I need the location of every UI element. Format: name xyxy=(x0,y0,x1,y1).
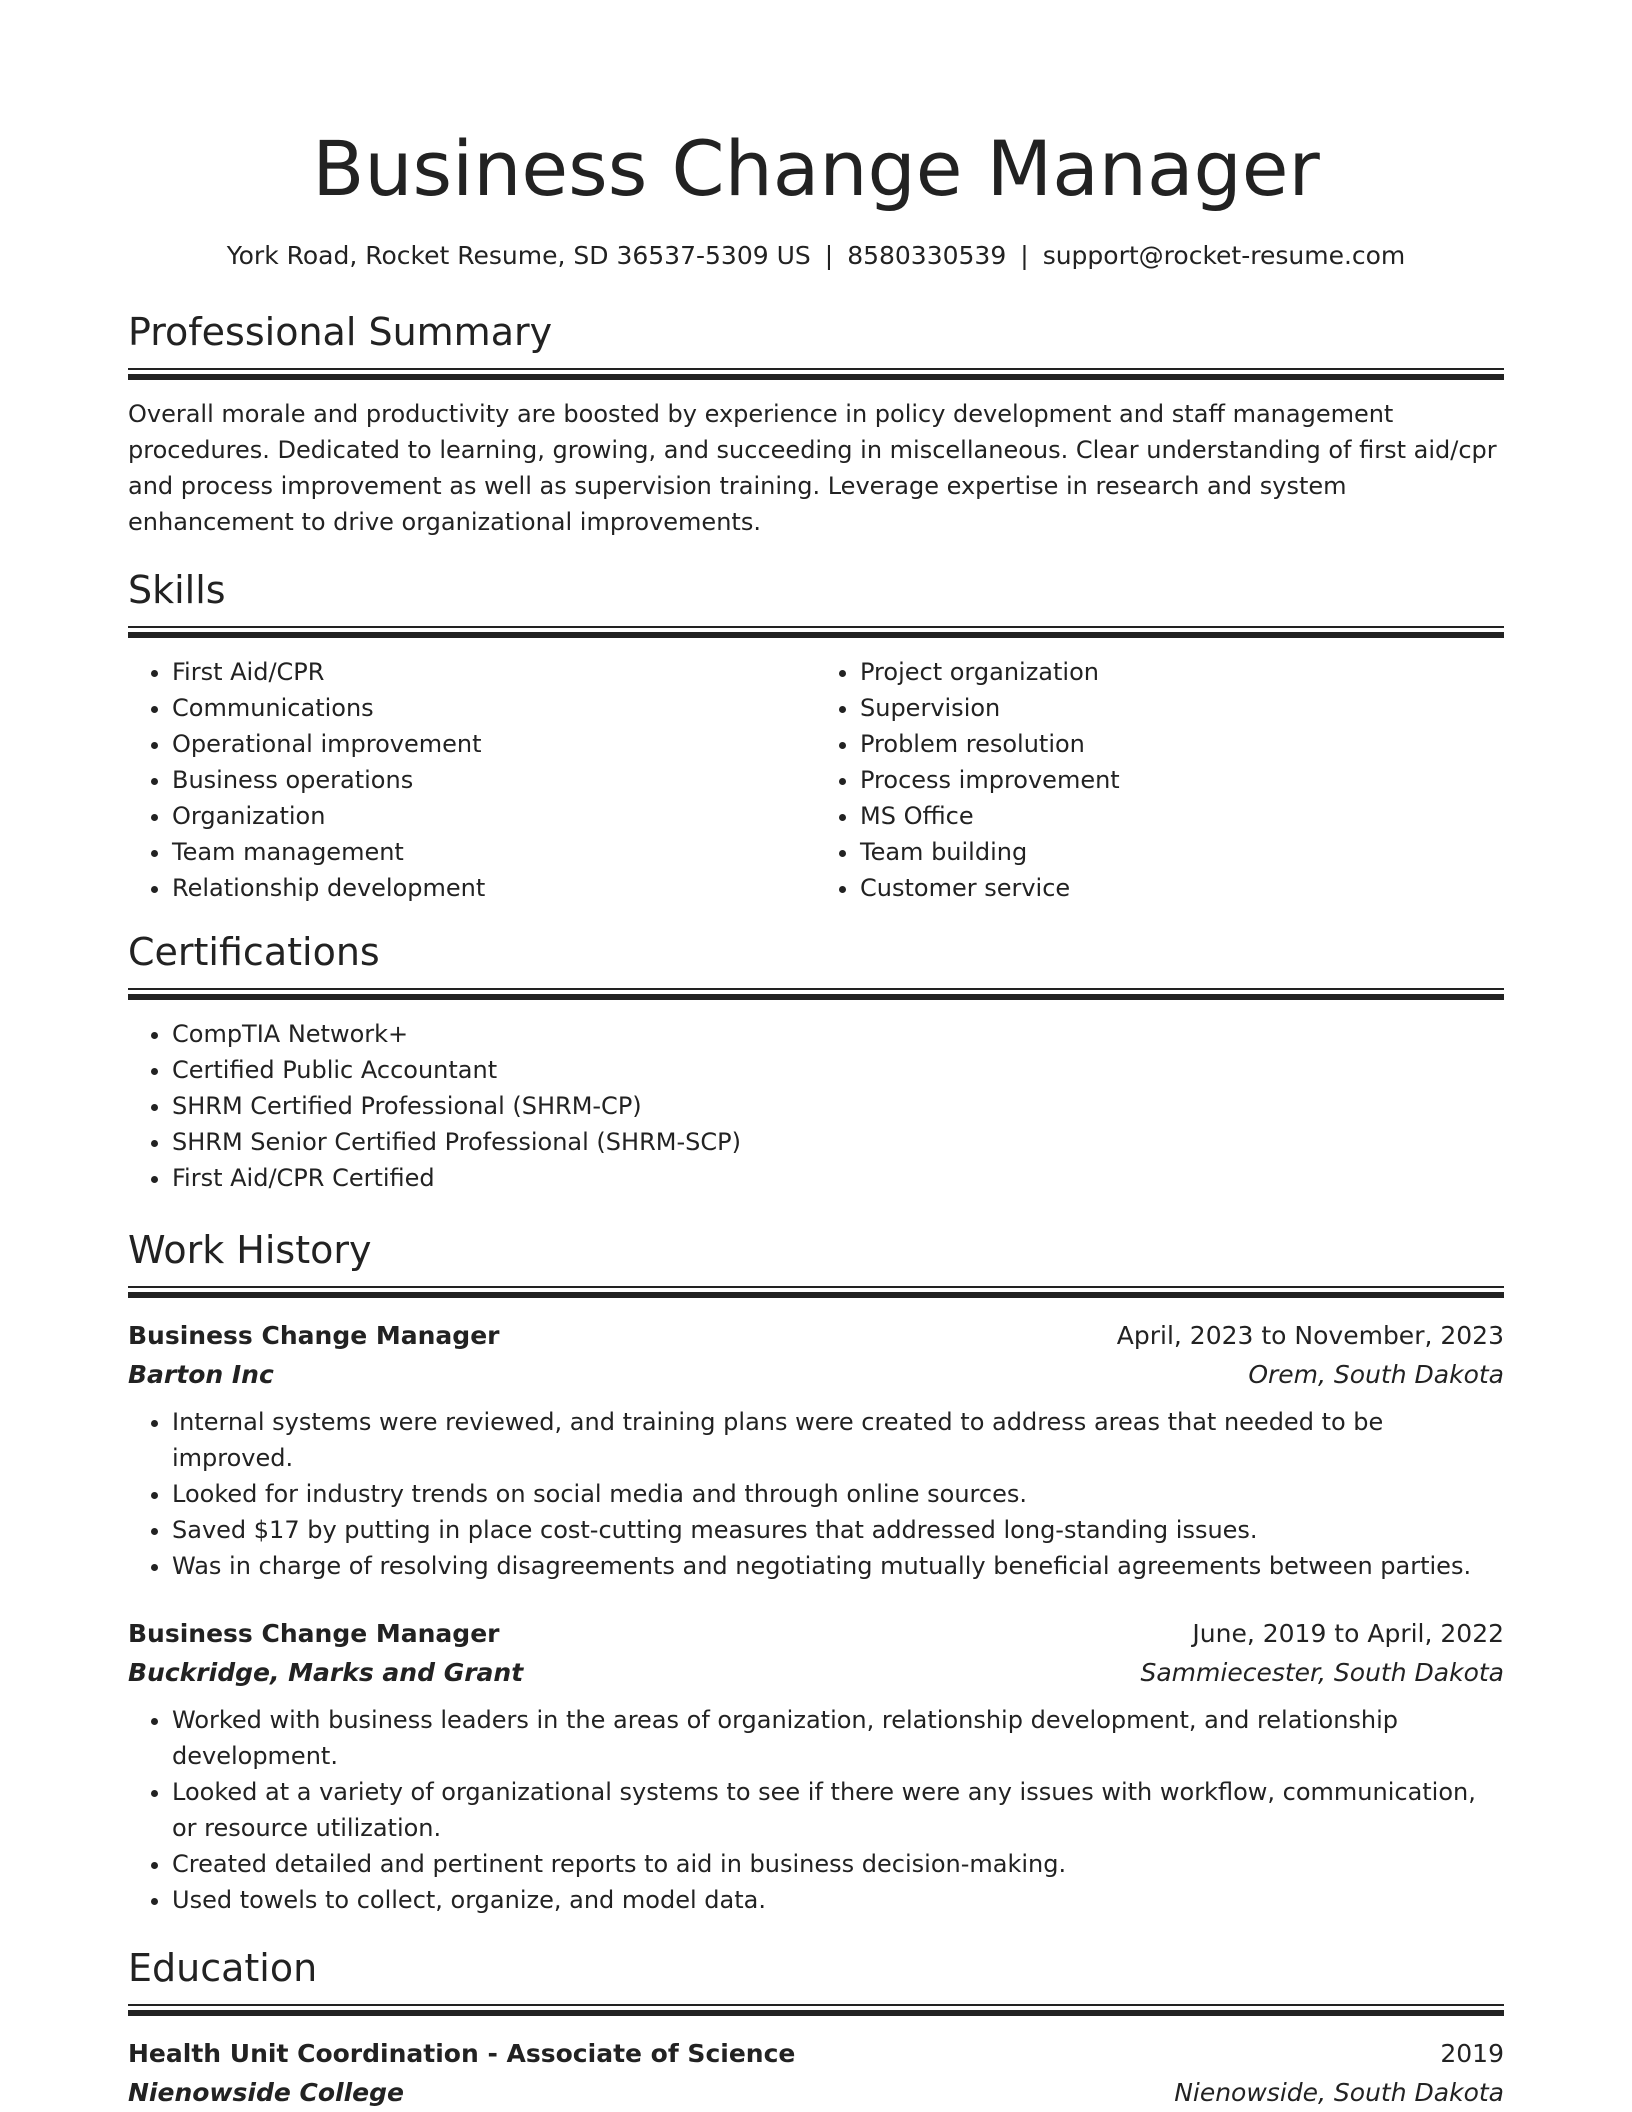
job-location: Orem, South Dakota xyxy=(1248,1360,1504,1389)
section-title-skills: Skills xyxy=(128,568,226,612)
job-header-row xyxy=(128,1614,1504,1653)
job-bullet: • Used towels to collect, organize, and model data. xyxy=(172,1882,1504,1918)
skills-grid xyxy=(128,638,1504,906)
skill-item: • Relationship development xyxy=(172,870,816,906)
skill-item: • Problem resolution xyxy=(860,726,1504,762)
job-dates: June, 2019 to April, 2022 xyxy=(1192,1619,1504,1648)
job-dates: April, 2023 to November, 2023 xyxy=(1116,1321,1504,1350)
job-header-row xyxy=(128,1316,1504,1355)
job-company: Barton Inc xyxy=(128,1360,274,1389)
contact-line xyxy=(128,240,1504,272)
skills-list-right xyxy=(816,654,1504,906)
skill-item: • Supervision xyxy=(860,690,1504,726)
section-divider xyxy=(128,988,1504,1000)
certification-item: • SHRM Certified Professional (SHRM-CP) xyxy=(172,1088,1504,1124)
certification-item: • Certified Public Accountant xyxy=(172,1052,1504,1088)
job-title: Business Change Manager xyxy=(128,1619,500,1648)
skill-item: • Process improvement xyxy=(860,762,1504,798)
job-entry xyxy=(128,1614,1504,1918)
job-entry xyxy=(128,1316,1504,1584)
resume-name: Business Change Manager xyxy=(312,124,1320,213)
work-history-section xyxy=(128,1226,1504,1918)
section-title-summary: Professional Summary xyxy=(128,310,553,354)
skill-item: • Communications xyxy=(172,690,816,726)
education-year: 2019 xyxy=(1440,2039,1504,2068)
job-bullets xyxy=(128,1702,1504,1918)
section-title-certifications: Certifications xyxy=(128,930,380,974)
education-school-row xyxy=(128,2073,1504,2112)
skill-item: • Organization xyxy=(172,798,816,834)
job-bullets xyxy=(128,1404,1504,1584)
skill-item: • Project organization xyxy=(860,654,1504,690)
education-entry xyxy=(128,2034,1504,2112)
certification-item: • CompTIA Network+ xyxy=(172,1016,1504,1052)
certification-item: • SHRM Senior Certified Professional (SHRM-SCP) xyxy=(172,1124,1504,1160)
skill-item: • Customer service xyxy=(860,870,1504,906)
contact-phone[interactable]: 8580330539 xyxy=(847,241,1007,270)
skills-list-left xyxy=(128,654,816,906)
contact-separator: | xyxy=(824,241,834,270)
skill-item: • Team building xyxy=(860,834,1504,870)
section-divider xyxy=(128,1286,1504,1298)
skill-item: • Team management xyxy=(172,834,816,870)
summary-section xyxy=(128,308,1504,540)
job-bullet: • Saved $17 by putting in place cost-cutting measures that addressed long-standing issues. xyxy=(172,1512,1504,1548)
summary-text: Overall morale and productivity are boosted by experience in policy development and staff management procedures. Dedicated to learning, growing, and succeeding in miscellaneous. Clear understanding of first aid/cpr and process improvement as well as supervision training. Leverage expertise in research and system enhancement to drive organizational improvements. xyxy=(128,400,1497,536)
job-company-row xyxy=(128,1355,1504,1394)
skill-item: • First Aid/CPR xyxy=(172,654,816,690)
section-title-education: Education xyxy=(128,1946,318,1990)
education-header-row xyxy=(128,2034,1504,2073)
section-divider xyxy=(128,368,1504,380)
skill-item: • MS Office xyxy=(860,798,1504,834)
contact-email[interactable]: support@rocket-resume.com xyxy=(1042,241,1406,270)
section-divider xyxy=(128,2004,1504,2016)
job-location: Sammiecester, South Dakota xyxy=(1140,1658,1504,1687)
education-degree: Health Unit Coordination - Associate of Science xyxy=(128,2039,796,2068)
skill-item: • Business operations xyxy=(172,762,816,798)
skills-section xyxy=(128,566,1504,906)
skill-item: • Operational improvement xyxy=(172,726,816,762)
section-divider xyxy=(128,626,1504,638)
contact-address: York Road, Rocket Resume, SD 36537-5309 US xyxy=(226,241,811,270)
job-bullet: • Internal systems were reviewed, and training plans were created to address areas that needed to be improved. xyxy=(172,1404,1504,1476)
education-section xyxy=(128,1944,1504,2112)
section-title-work-history: Work History xyxy=(128,1228,372,1272)
job-bullet: • Was in charge of resolving disagreements and negotiating mutually beneficial agreements between parties. xyxy=(172,1548,1504,1584)
job-bullet: • Created detailed and pertinent reports to aid in business decision-making. xyxy=(172,1846,1504,1882)
certification-item: • First Aid/CPR Certified xyxy=(172,1160,1504,1196)
certifications-list xyxy=(128,1016,1504,1196)
job-company-row xyxy=(128,1653,1504,1692)
job-bullet: • Looked at a variety of organizational systems to see if there were any issues with workflow, communication, or resource utilization. xyxy=(172,1774,1504,1846)
job-company: Buckridge, Marks and Grant xyxy=(128,1658,524,1687)
certifications-section xyxy=(128,928,1504,1196)
education-school: Nienowside College xyxy=(128,2078,404,2107)
job-bullet: • Worked with business leaders in the areas of organization, relationship development, and relationship development. xyxy=(172,1702,1504,1774)
job-title: Business Change Manager xyxy=(128,1321,500,1350)
education-location: Nienowside, South Dakota xyxy=(1174,2078,1504,2107)
contact-separator: | xyxy=(1020,241,1029,270)
job-bullet: • Looked for industry trends on social media and through online sources. xyxy=(172,1476,1504,1512)
